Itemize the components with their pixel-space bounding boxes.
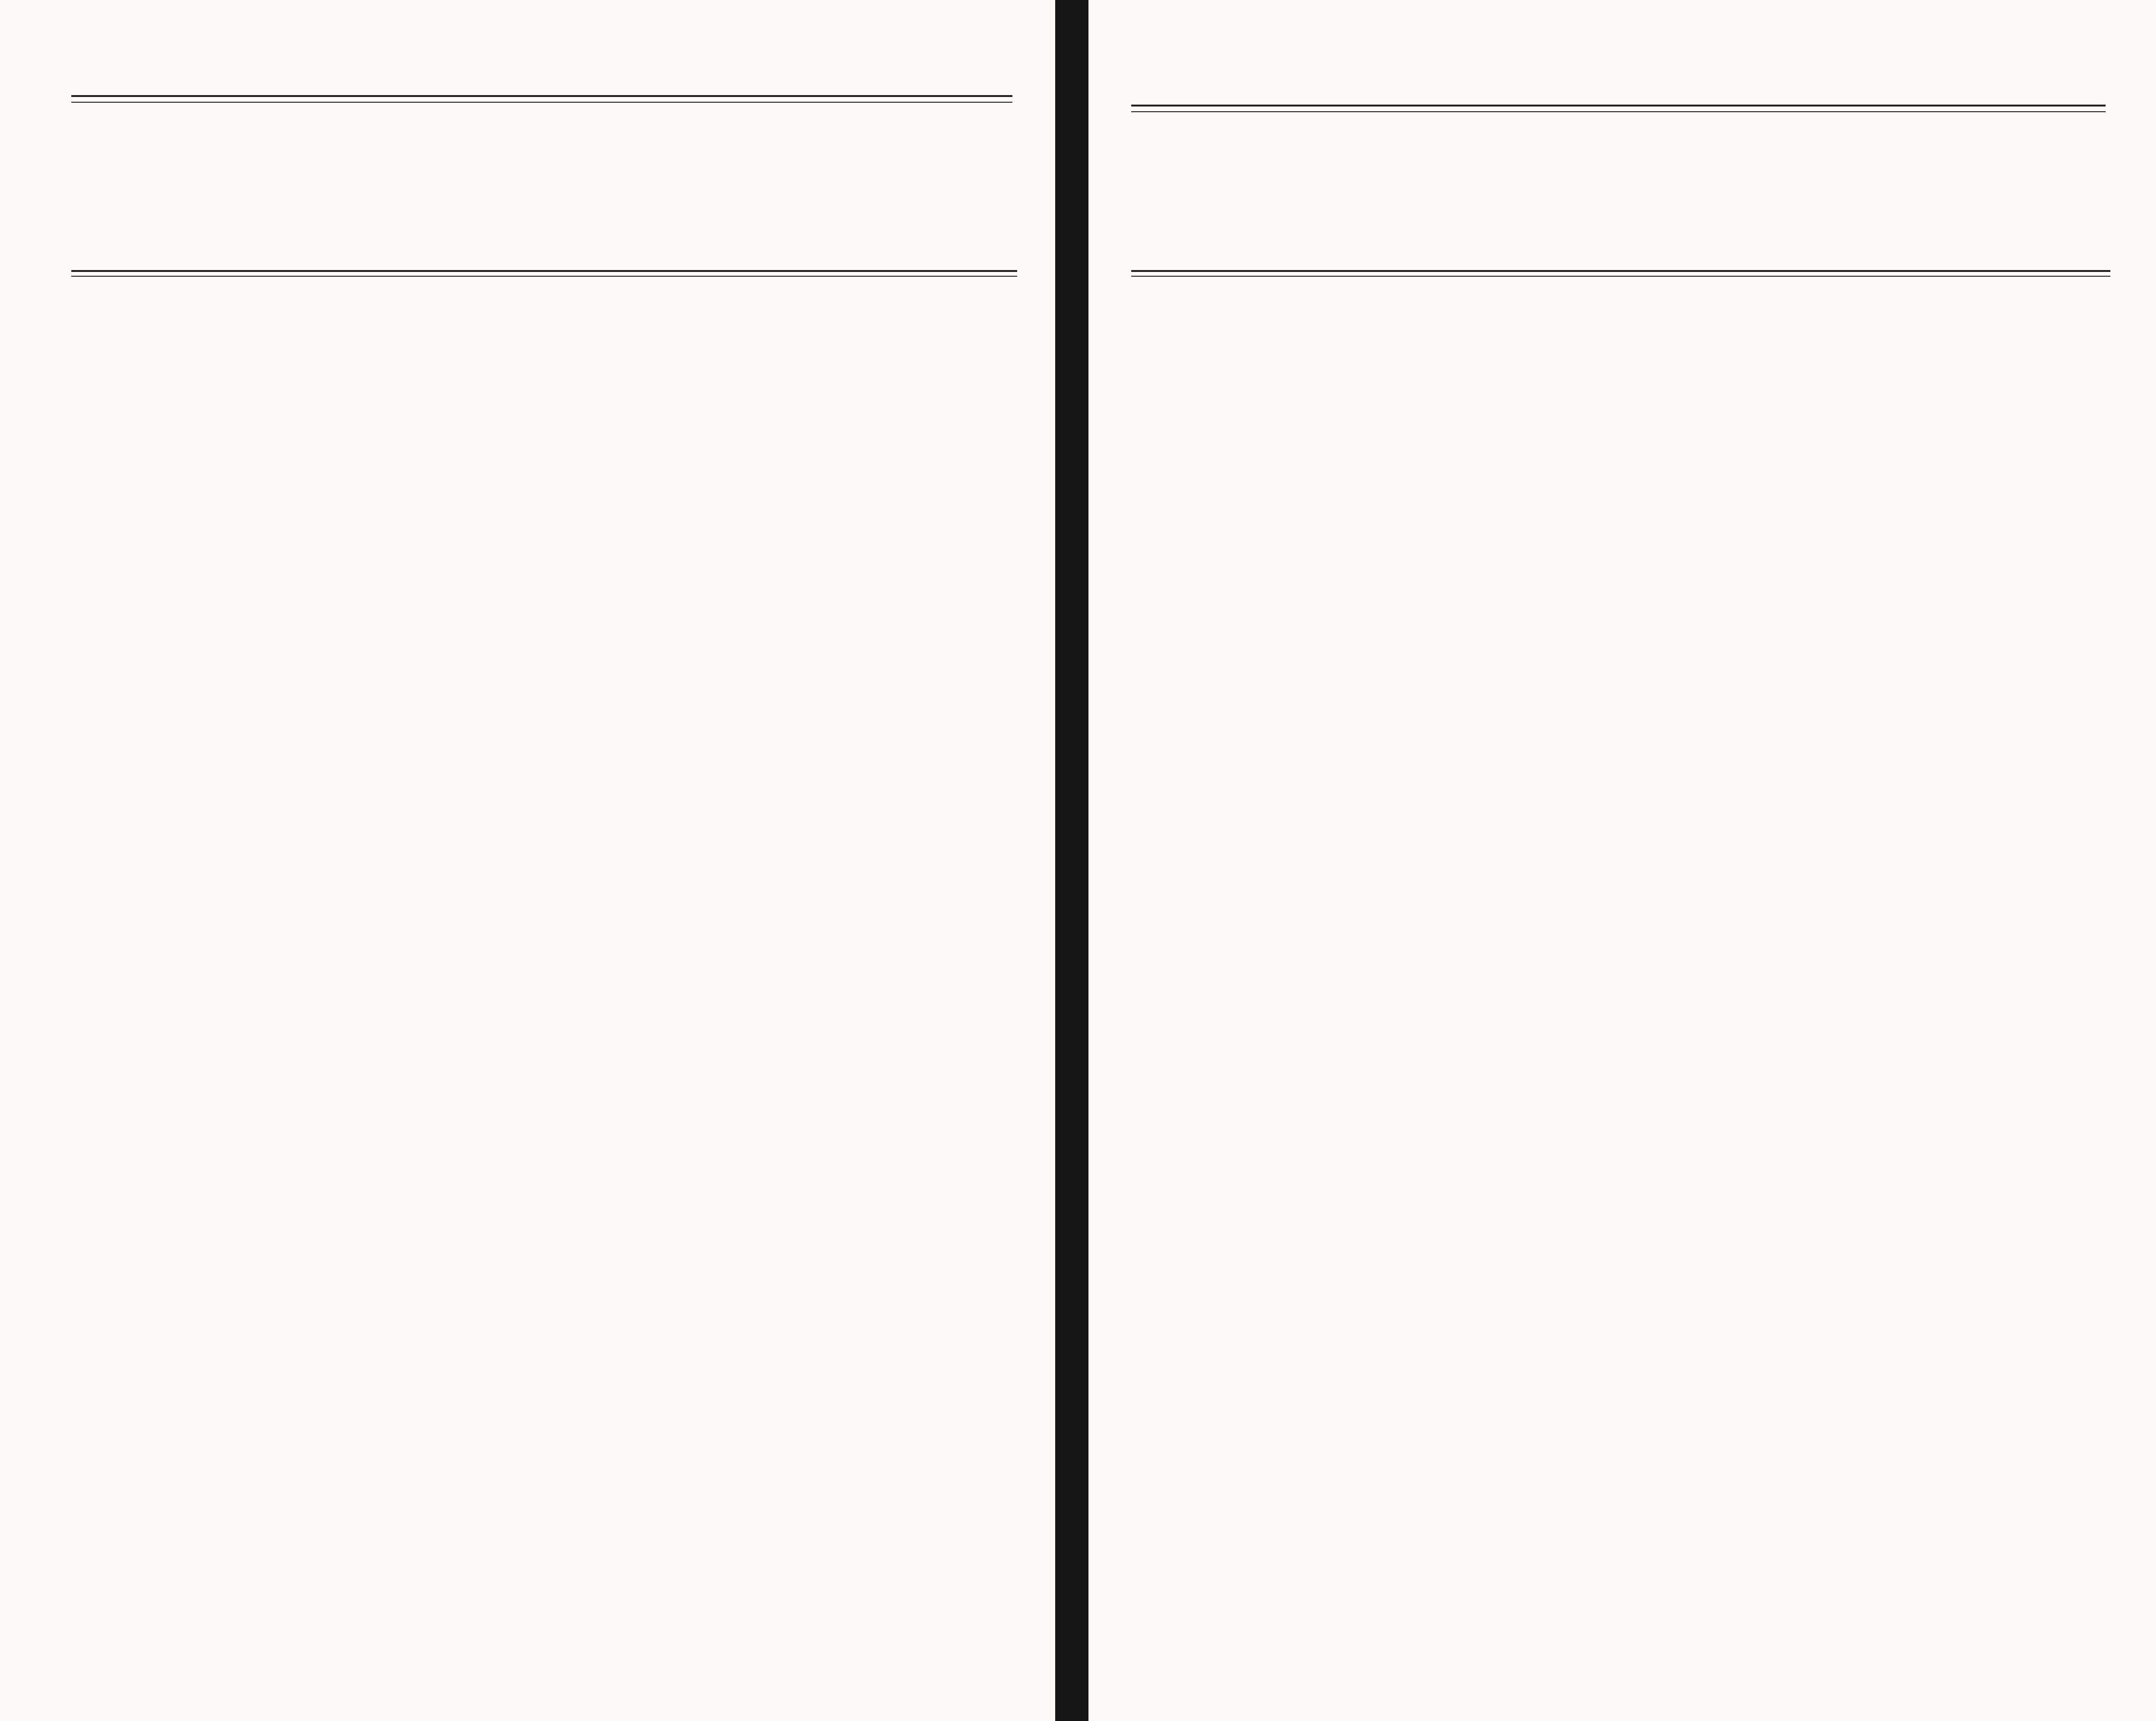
header-rule: [71, 95, 1012, 97]
header-rule-thin: [71, 102, 1012, 103]
left-page: [0, 0, 1055, 1721]
right-table-top-rule-thin: [1131, 276, 2110, 277]
table-top-rule-thin: [71, 276, 1017, 277]
right-header-rule-thin: [1131, 111, 2106, 112]
right-table-top-rule: [1131, 270, 2110, 272]
right-page: [1088, 0, 2156, 1721]
table-top-rule: [71, 270, 1017, 272]
right-header-rule: [1131, 105, 2106, 106]
binding-gutter: [1055, 0, 1088, 1721]
